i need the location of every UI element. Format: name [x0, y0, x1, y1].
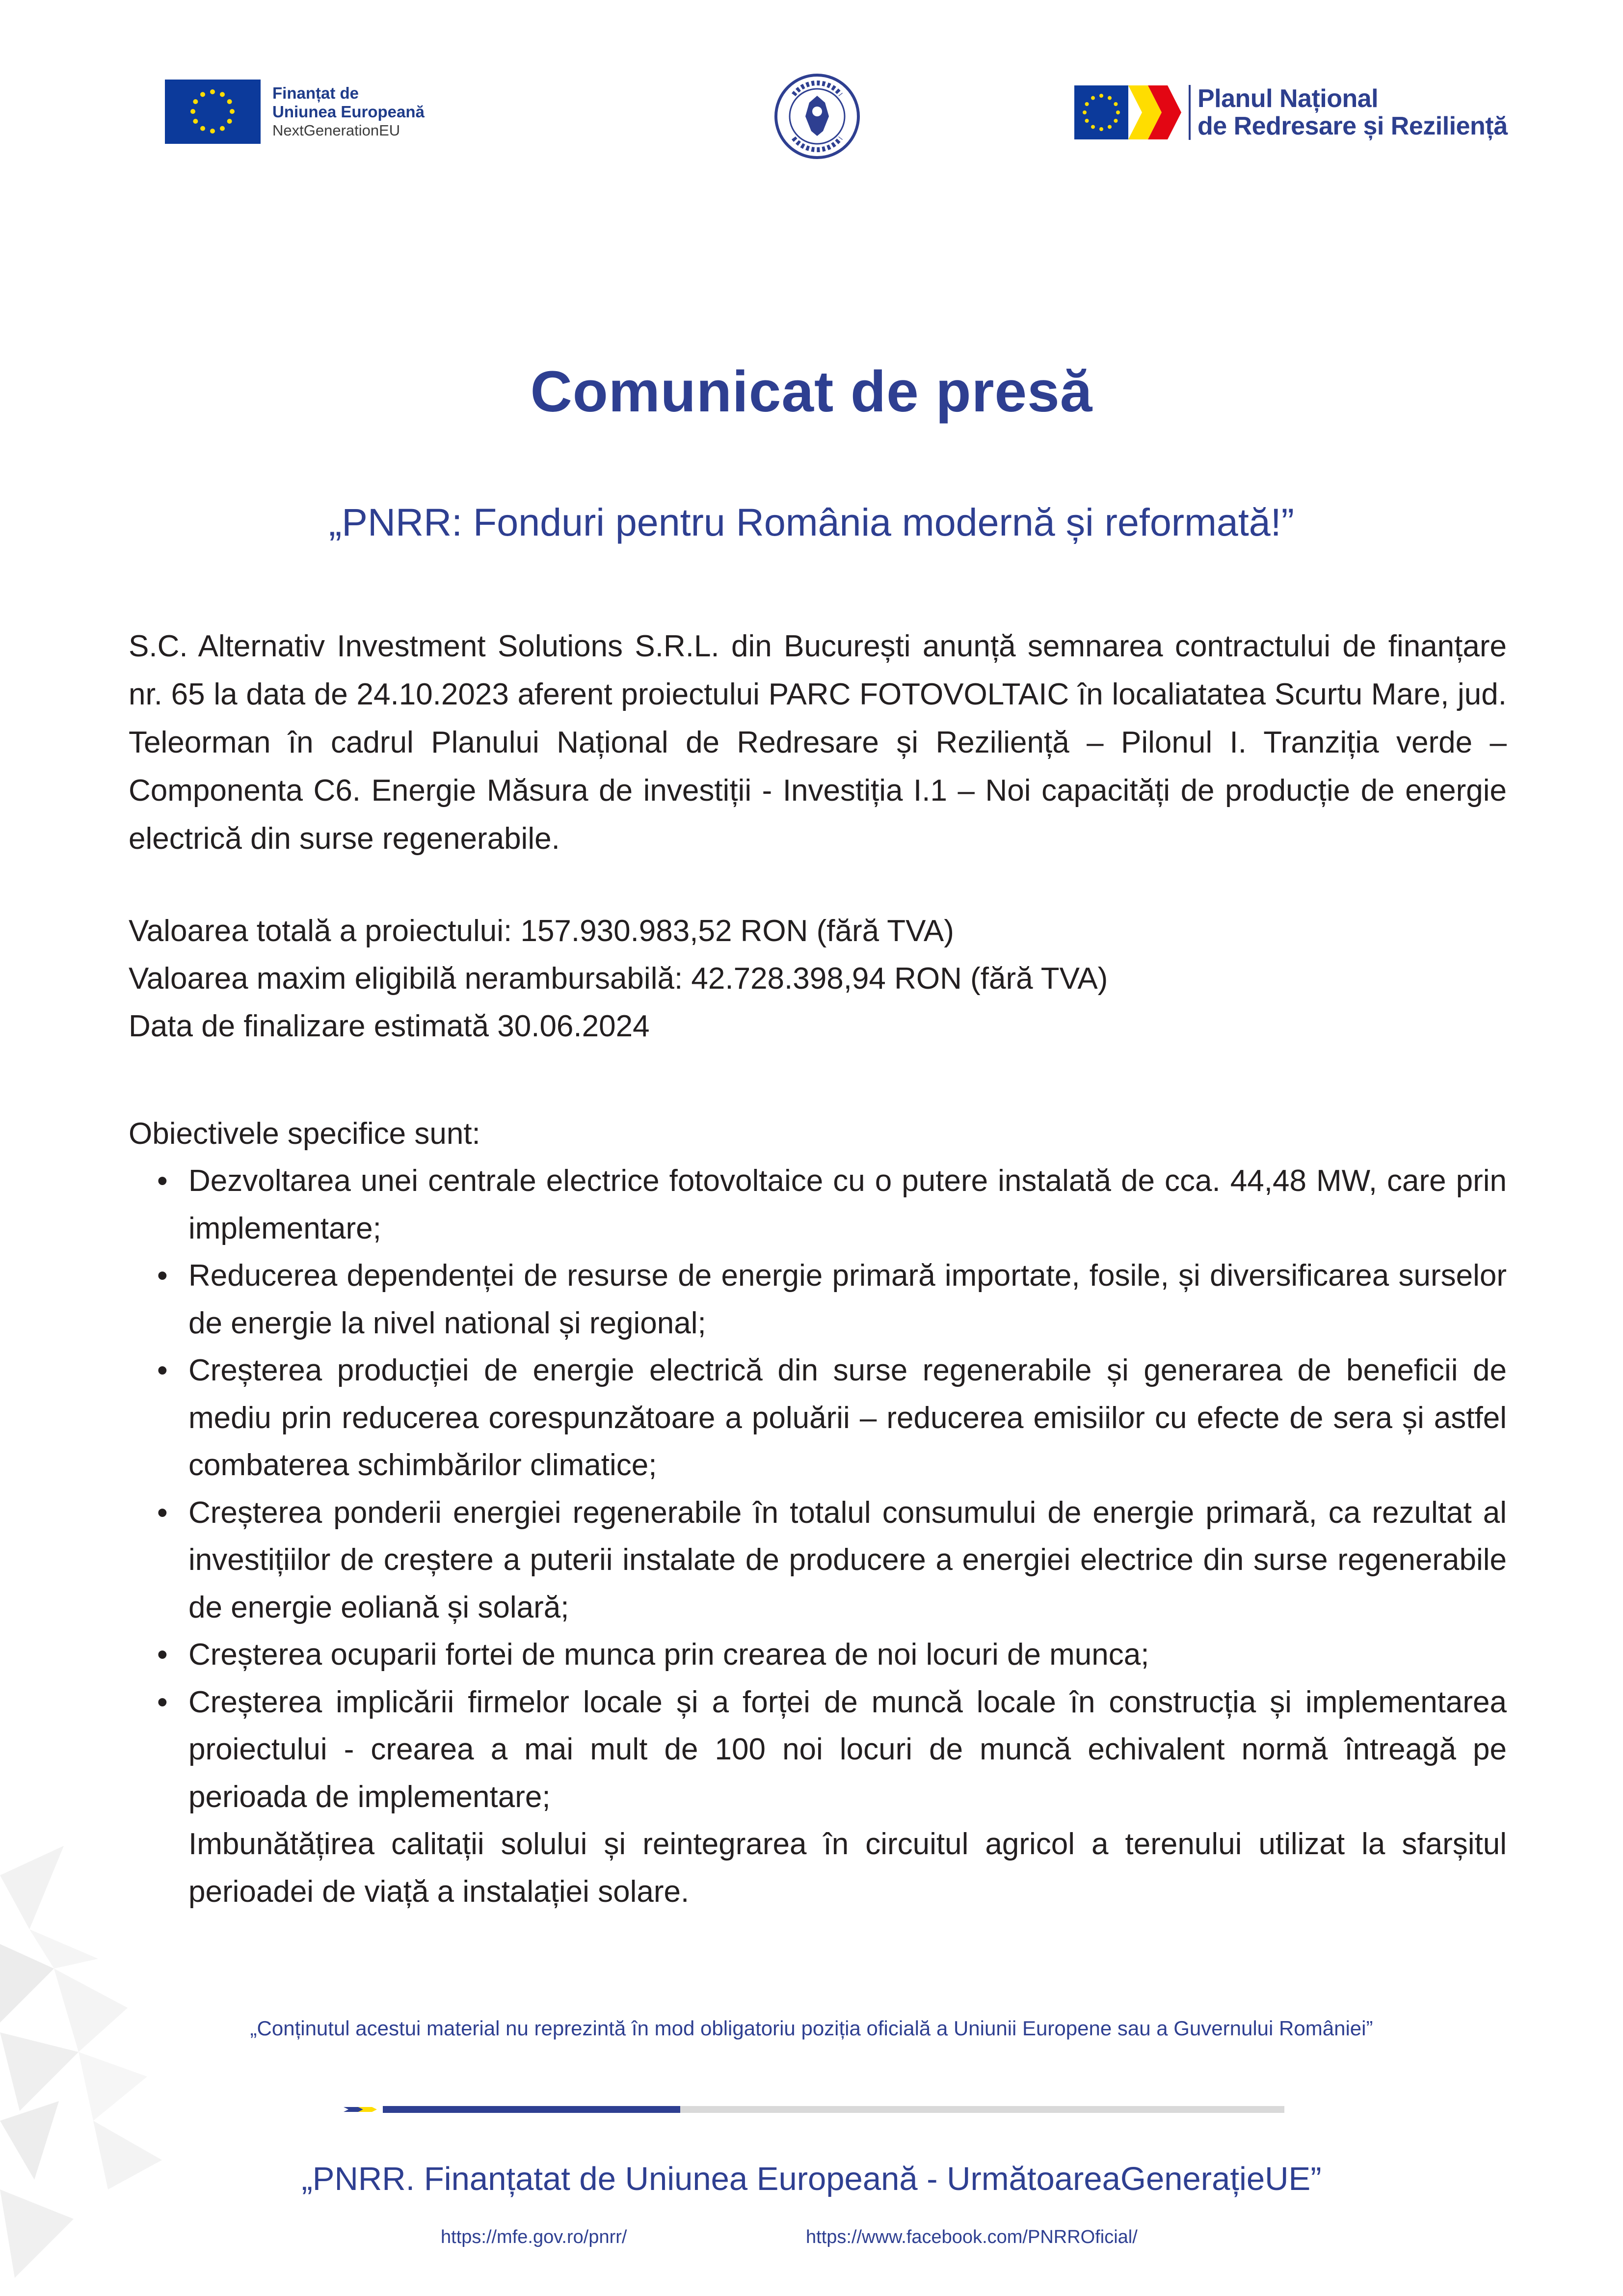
romanian-government-seal-icon: [774, 73, 860, 160]
list-item: [129, 1158, 1507, 1252]
footer-progress-bar: [344, 2105, 1284, 2114]
list-item: [129, 1489, 1507, 1632]
objective-text: Creșterea producției de energie electrică din surse regenerabile și generarea de beneficii de mediu prin reducerea corespunzătoare a poluării – reducerea emisiilor cu efecte de sera și astfel combaterea schimbărilor climatice;: [188, 1353, 1507, 1482]
pnrr-arrow-icon: [1074, 83, 1185, 141]
project-values: [129, 907, 1507, 1050]
objectives-heading: Obiectivele specifice sunt:: [129, 1117, 480, 1151]
eu-funding-line1: Finanțat de: [272, 83, 359, 102]
disclaimer-text: „Conținutul acestui material nu reprezintă în mod obligatoriu poziția oficială a Uniunii Europene sau a Guvernului României”: [250, 2017, 1373, 2040]
eu-funding-line3: NextGenerationEU: [272, 121, 400, 139]
objective-text: Reducerea dependenței de resurse de energie primară importate, fosile, și diversificarea surselor de energie la nivel national și regional;: [188, 1259, 1507, 1340]
bullet-icon: •: [157, 1353, 168, 1387]
bullet-icon: •: [157, 1259, 168, 1293]
eu-funding-line2: Uniunea Europeană: [272, 102, 425, 121]
bullet-icon: •: [157, 1495, 168, 1530]
pnrr-logo-text: [1189, 85, 1508, 140]
objectives-list: [129, 1158, 1507, 1916]
pnrr-logo-line2: de Redresare și Reziliență: [1197, 112, 1508, 140]
mfe-link[interactable]: https://mfe.gov.ro/pnrr/: [441, 2227, 627, 2247]
list-item: [129, 1347, 1507, 1489]
progress-fill: [383, 2106, 680, 2113]
facebook-link[interactable]: https://www.facebook.com/PNRROficial/: [806, 2227, 1138, 2247]
list-item: [129, 1679, 1507, 1821]
footer-arrow-icon: [344, 2105, 383, 2114]
bullet-icon: •: [157, 1685, 168, 1719]
page-subtitle: „PNRR: Fonduri pentru România modernă și reformată!”: [329, 500, 1294, 544]
objective-text: Imbunătățirea calitații solului și reintegrarea în circuitul agricol a terenului utilizat la sfarșitul perioadei de viață a instalației solare.: [188, 1827, 1507, 1909]
completion-date-line: Data de finalizare estimată 30.06.2024: [129, 1009, 650, 1043]
eu-funding-logo: [165, 80, 425, 144]
total-value-line: Valoarea totală a proiectului: 157.930.983,52 RON (fără TVA): [129, 914, 954, 948]
bullet-icon: •: [157, 1638, 168, 1672]
objective-text: Creșterea implicării firmelor locale și a forței de muncă locale în construcția și implementarea proiectului - crearea a mai mult de 100 noi locuri de muncă echivalent normă întreagă pe perioada de implementare;: [188, 1685, 1507, 1814]
page-title: Comunicat de presă: [530, 359, 1093, 424]
pnrr-logo-line1: Planul Național: [1197, 84, 1379, 113]
eligible-value-line: Valoarea maxim eligibilă nerambursabilă: 42.728.398,94 RON (fără TVA): [129, 962, 1108, 996]
objective-text: Creșterea ocuparii fortei de munca prin crearea de noi locuri de munca;: [188, 1638, 1149, 1672]
decorative-triangles-icon: [0, 1846, 206, 2296]
objective-text: Creșterea ponderii energiei regenerabile în totalul consumului de energie primară, ca rezultat al investițiilor de creștere a puterii instalate de producere a energiei electrice din surse regenerabile de energie eoliană și solară;: [188, 1495, 1507, 1624]
bullet-icon: •: [157, 1164, 168, 1198]
list-item: [129, 1631, 1507, 1679]
eu-funding-text: [272, 84, 425, 140]
objective-text: Dezvoltarea unei centrale electrice fotovoltaice cu o putere instalată de cca. 44,48 MW, care prin implementare;: [188, 1164, 1507, 1245]
intro-paragraph: S.C. Alternativ Investment Solutions S.R.L. din București anunță semnarea contractului de finanțare nr. 65 la data de 24.10.2023 aferent proiectului PARC FOTOVOLTAIC în localiatatea Scurtu Mare, jud. Teleorman în cadrul Planului Național de Redresare și Reziliență – Pilonul I. Tranziția verde – Componenta C6. Energie Măsura de investiții - Investiția I.1 – Noi capacități de producție de energie electrică din surse regenerabile.: [129, 629, 1507, 856]
footer-slogan: „PNRR. Finanțatat de Uniunea Europeană - UrmătoareaGenerațieUE”: [301, 2161, 1322, 2197]
pnrr-logo: [1074, 83, 1508, 141]
list-item: [129, 1252, 1507, 1347]
list-item: [129, 1821, 1507, 1916]
eu-flag-icon: [165, 80, 261, 144]
